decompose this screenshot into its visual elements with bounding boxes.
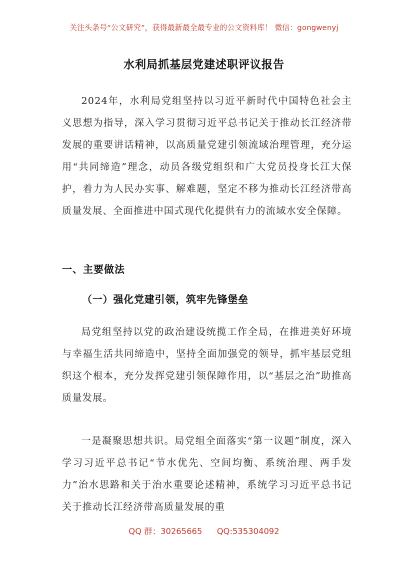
promo-banner-footer	[0, 526, 408, 537]
body-paragraph-consensus: 一是凝聚思想共识。局党组全面落实“第一议题”制度，深入学习习近平总书记“节水优先、空间均衡、系统治理、两手发力”治水思路和关于治水重要论述精神，系统学习习近平总书记关于推动长江经济带高质量发展的重	[62, 436, 352, 513]
footer-qq-group: QQ 群：30265665	[128, 526, 203, 536]
intro-paragraph: 2024年，水利局党组坚持以习近平新时代中国特色社会主义思想为指导，深入学习贯彻习近平总书记关于推动长江经济带发展的重要讲话精神，以高质量党建引领流域治理管理，充分运用“共同缔造”理念，动员各级党组织和广大党员投身长江大保护，着力为人民办实事、解难题，坚定不移为推动长江经济带高质量发展、全面推进中国式现代化提供有力的流域水安全保障。	[62, 96, 352, 217]
subsection-heading-party-leadership: （一）强化党建引领，筑牢先锋堡垒	[82, 295, 249, 306]
section-heading-main-practices: 一、主要做法	[62, 265, 125, 276]
document-title: 水利局抓基层党建述职评议报告	[123, 58, 285, 71]
footer-qq-contact: QQ:535304092	[216, 526, 280, 536]
body-paragraph-leadership: 局党组坚持以党的政治建设统揽工作全局，在推进美好环境与幸福生活共同缔造中，坚持全面加强党的领导，抓牢基层党组织这个根本，充分发挥党建引领保障作用，以“基层之治”助推高质量发展。	[62, 327, 352, 404]
promo-banner-header: 关注头条号“公文研究”，获得最新最全最专业的公文资料库！ 微信：gongwenyj	[69, 23, 339, 32]
